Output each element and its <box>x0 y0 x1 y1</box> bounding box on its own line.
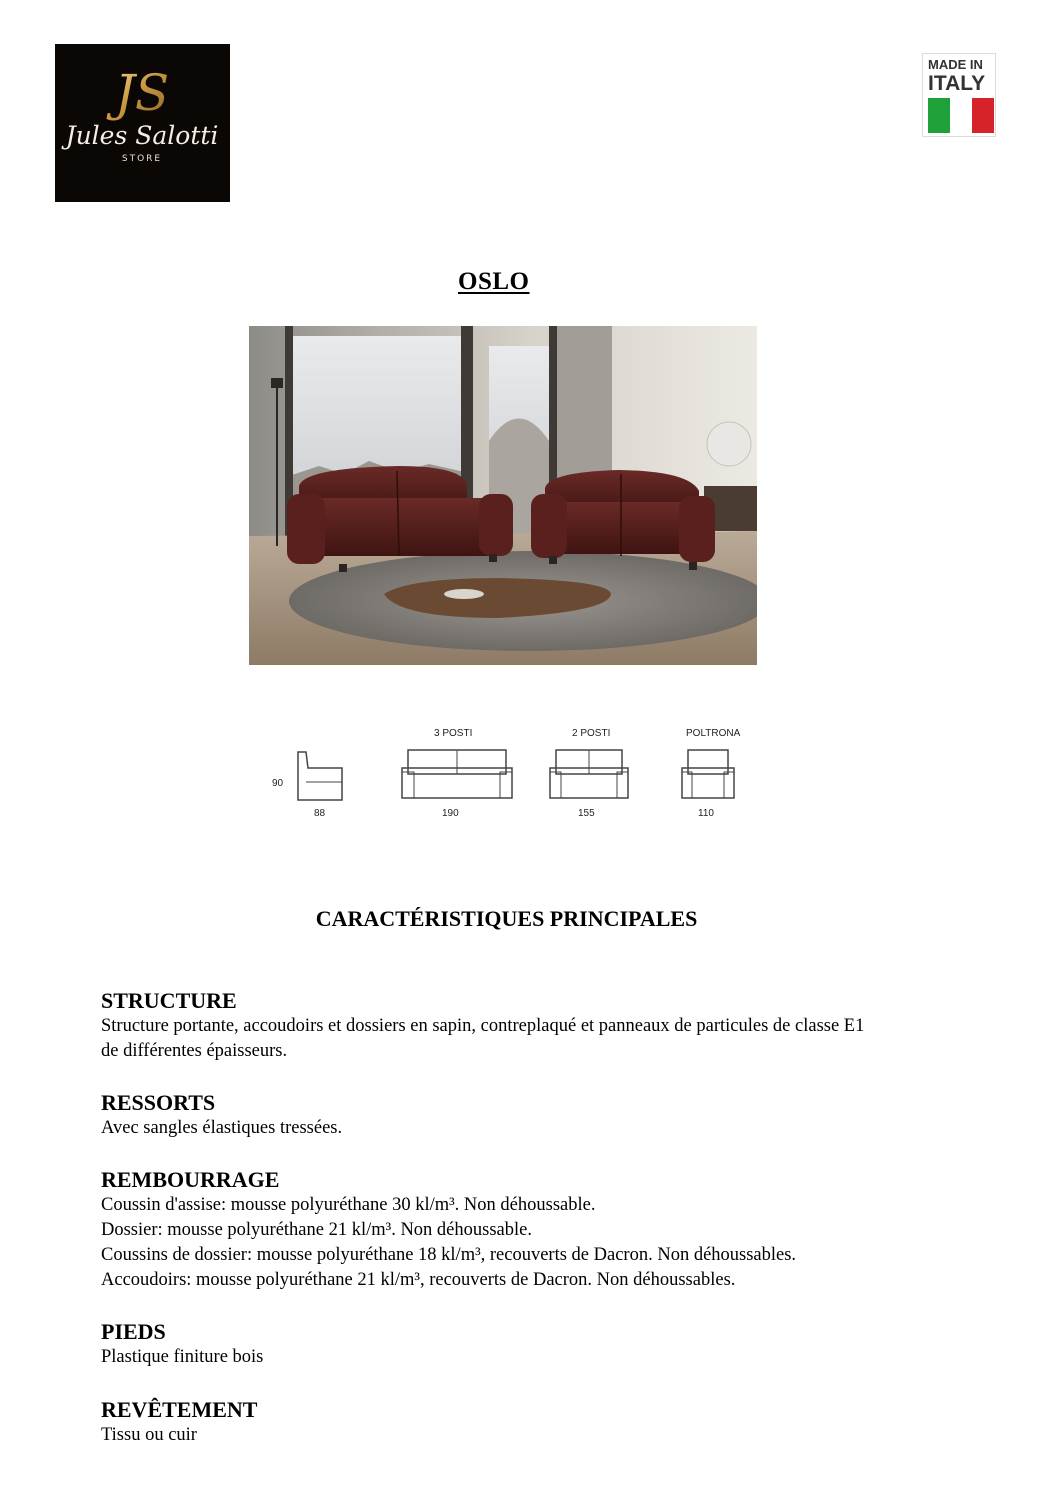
two-seater-diagram <box>550 728 628 819</box>
three-seater-label: 3 POSTI <box>434 728 473 739</box>
spec-line: Coussin d'assise: mousse polyuréthane 30 kl/m³. Non déhoussable. <box>101 1195 596 1215</box>
spec-feet <box>101 1319 1001 1370</box>
three-seater-diagram <box>402 728 512 819</box>
logo-tagline: STORE <box>121 154 163 164</box>
spec-heading: REVÊTEMENT <box>101 1397 258 1422</box>
spec-springs <box>101 1090 1001 1141</box>
spec-heading: RESSORTS <box>101 1090 216 1115</box>
armchair-diagram <box>682 728 741 819</box>
two-seater-width: 155 <box>578 808 595 819</box>
spec-line: de différentes épaisseurs. <box>101 1041 288 1061</box>
product-photo <box>249 326 757 665</box>
armchair-label: POLTRONA <box>686 728 741 739</box>
spec-padding <box>101 1167 1001 1293</box>
spec-heading: REMBOURRAGE <box>101 1167 280 1192</box>
three-seater-width: 190 <box>442 808 459 819</box>
two-seater-label: 2 POSTI <box>572 728 611 739</box>
spec-line: Dossier: mousse polyuréthane 21 kl/m³. Non déhoussable. <box>101 1220 532 1240</box>
height-label: 90 <box>272 778 284 789</box>
armchair-width: 110 <box>698 808 714 819</box>
flag-red-stripe <box>972 98 994 133</box>
main-features-heading: CARACTÉRISTIQUES PRINCIPALES <box>315 906 698 931</box>
spec-heading: STRUCTURE <box>101 988 237 1013</box>
badge-made-in: MADE IN <box>928 57 983 72</box>
spec-line: Tissu ou cuir <box>101 1425 197 1445</box>
spec-line: Plastique finiture bois <box>101 1347 264 1367</box>
brand-logo <box>55 44 230 202</box>
depth-label: 88 <box>314 808 326 819</box>
flag-green-stripe <box>928 98 950 133</box>
dimension-diagrams <box>270 722 770 822</box>
side-view-diagram <box>272 752 342 819</box>
badge-italy: ITALY <box>928 72 986 95</box>
spec-line: Accoudoirs: mousse polyuréthane 21 kl/m³, recouverts de Dacron. Non déhoussables. <box>101 1270 736 1290</box>
made-in-italy-badge <box>922 53 996 137</box>
spec-structure <box>101 988 1001 1064</box>
flag-white-stripe <box>950 98 972 133</box>
spec-covering <box>101 1397 1001 1448</box>
spec-line: Coussins de dossier: mousse polyuréthane 18 kl/m³, recouverts de Dacron. Non déhoussables. <box>101 1245 797 1265</box>
logo-monogram: JS <box>114 64 170 122</box>
spec-line: Structure portante, accoudoirs et dossiers en sapin, contreplaqué et panneaux de particules de classe E1 <box>101 1016 865 1036</box>
spec-line: Avec sangles élastiques tressées. <box>101 1118 343 1138</box>
spec-heading: PIEDS <box>101 1319 166 1344</box>
logo-name: Jules Salotti <box>65 121 219 150</box>
